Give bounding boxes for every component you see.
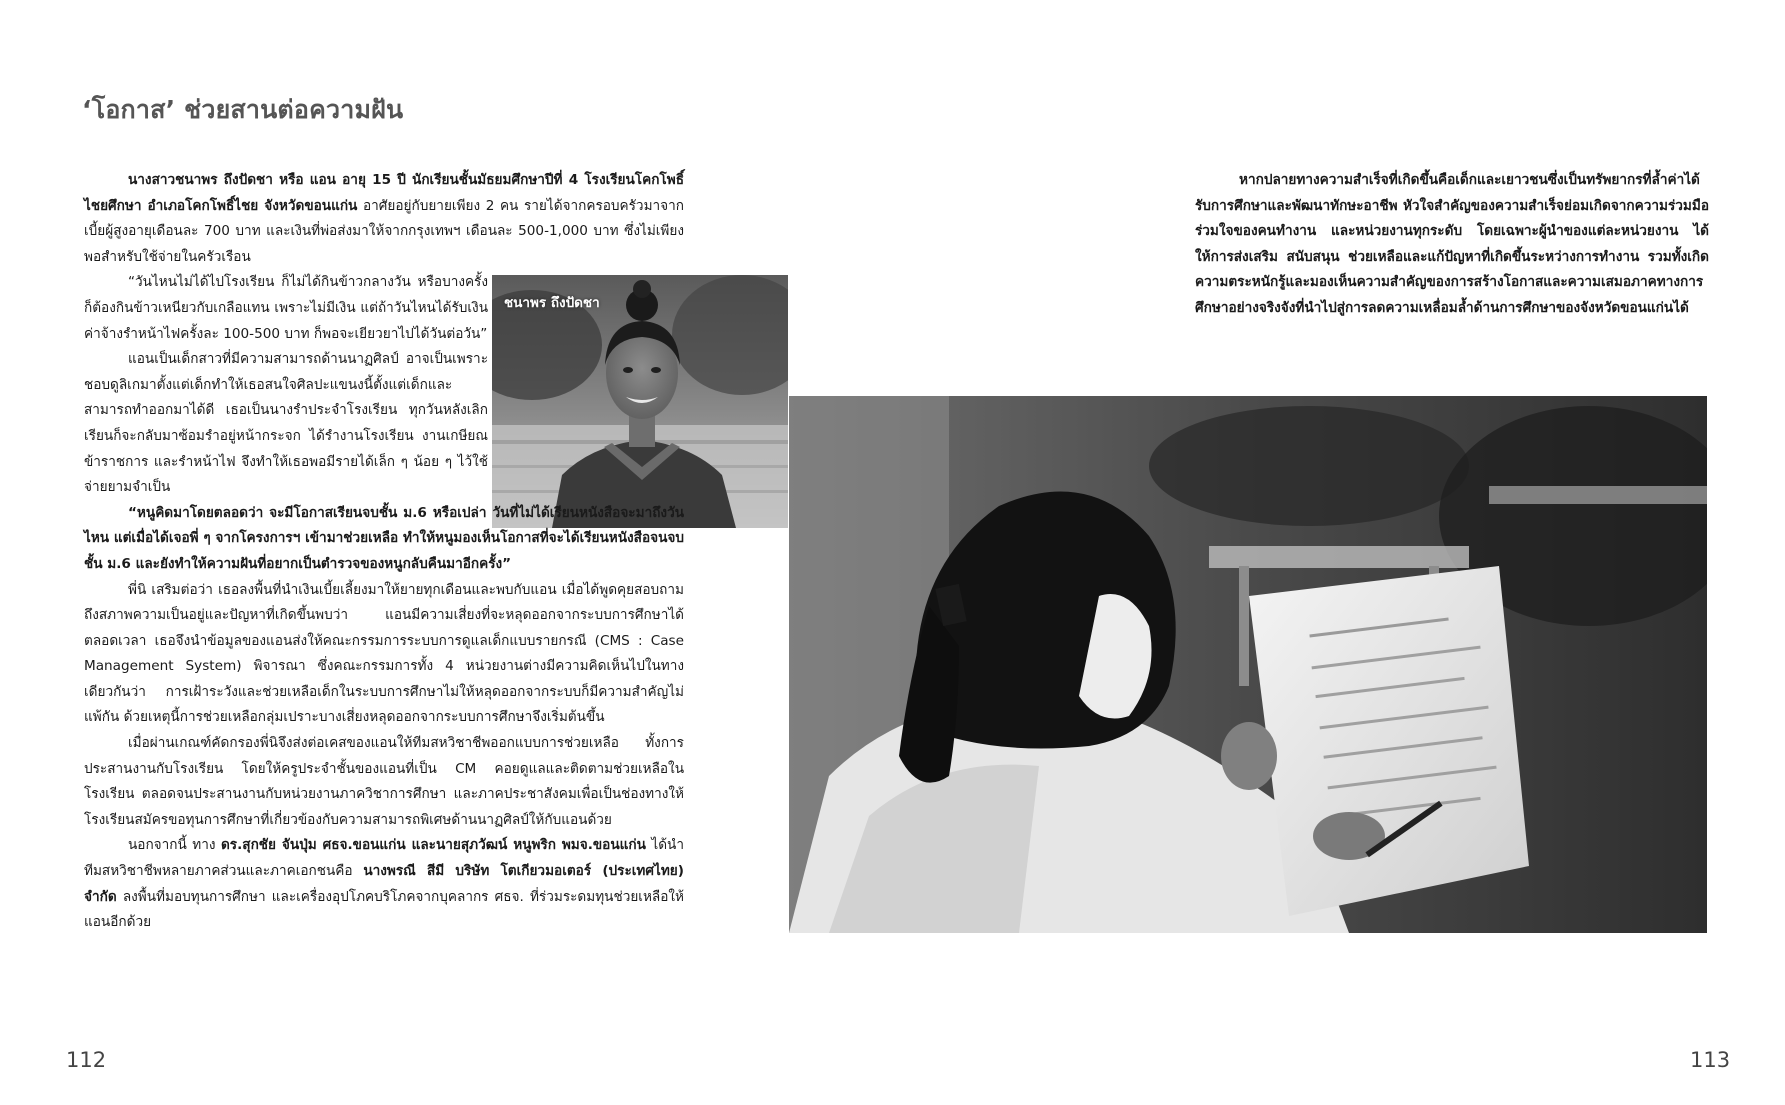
paragraph-quote-daily: “วันไหนไม่ได้ไปโรงเรียน ก็ไม่ได้กินข้าวกลางวัน หรือบางครั้งก็ต้องกินข้าวเหนียวกับเกลือแทน เพราะไม่มีเงิน แต่ถ้าวันไหนได้รับเงินค่าจ้างรำหน้าไฟครั้งละ 100-500 บาท ก็พอจะเยียวยาไปได้วันต่อวัน” bbox=[84, 274, 488, 342]
scholarship-text-c: ได้นำทีมสหวิชาชีพหลายภาคส่วนและภาคเอกชนคือ bbox=[84, 837, 684, 880]
page-number-right: 113 bbox=[1690, 1048, 1731, 1072]
page-title: ‘โอกาส’ ช่วยสานต่อความฝัน bbox=[82, 95, 404, 124]
student-exam-photo bbox=[789, 396, 1707, 933]
paragraph-case-management: พี่นิ เสริมต่อว่า เธอลงพื้นที่นำเงินเบี้ยเลี้ยงมาให้ยายทุกเดือนและพบกับแอน เมื่อได้พูดคุยสอบถามถึงสภาพความเป็นอยู่และปัญหาที่เกิดขึ้นพบว่า แอนมีความเสี่ยงที่จะหลุดออกจากระบบการศึกษาได้ตลอดเวลา เธอจึงนำข้อมูลของแอนส่งให้คณะกรรมการระบบการดูแลเด็กแบบรายกรณี (CMS : Case Management System) พิจารณา ซึ่งคณะกรรมการทั้ง 4 หน่วยงานต่างมีความคิดเห็นไปในทางเดียวกันว่า การเฝ้าระวังและช่วยเหลือเด็กในระบบการศึกษาไม่ให้หลุดออกจากระบบก็มีความสำคัญไม่แพ้กัน ด้วยเหตุนี้การช่วยเหลือกลุ่มเปราะบางเสี่ยงหลุดออกจากระบบการศึกษาจึงเริ่มต้นขึ้น bbox=[84, 581, 684, 726]
right-column-text bbox=[1195, 168, 1709, 322]
paragraph-dance: แอนเป็นเด็กสาวที่มีความสามารถด้านนาฏศิลป์ อาจเป็นเพราะชอบดูลิเกมาตั้งแต่เด็กทำให้เธอสนใจศิลปะแขนงนี้ตั้งแต่เด็กและสามารถทำออกมาได้ดี เธอเป็นนางรำประจำโรงเรียน ทุกวันหลังเลิกเรียนก็จะกลับมาซ้อมรำอยู่หน้ากระจก ได้รำงานโรงเรียน งานเกษียณข้าราชการ และรำหน้าไฟ จึงทำให้เธอพอมีรายได้เล็ก ๆ น้อย ๆ ไว้ใช้จ่ายยามจำเป็น bbox=[84, 351, 488, 496]
scholarship-text-a: นอกจากนี้ ทาง bbox=[128, 837, 221, 854]
intro-bold: นางสาวชนาพร ถึงปัดชา หรือ แอน อายุ 15 ปี นักเรียนชั้นมัธยมศึกษาปีที่ 4 โรงเรียนโคกโพธิ์ไชยศึกษา อำเภอโคกโพธิ์ไชย จังหวัดขอนแก่น bbox=[84, 172, 684, 214]
paragraph-intro bbox=[84, 168, 684, 270]
scholarship-officials: ดร.สุกชัย จันปุ่ม ศธจ.ขอนแก่น และนายสุภวัฒน์ หนูพริก พมจ.ขอนแก่น bbox=[220, 837, 646, 854]
paragraph-conclusion: หากปลายทางความสำเร็จที่เกิดขึ้นคือเด็กและเยาวชนซึ่งเป็นทรัพยากรที่ล้ำค่าได้รับการศึกษาและพัฒนาทักษะอาชีพ หัวใจสำคัญของความสำเร็จย่อมเกิดจากความร่วมมือร่วมใจของคนทำงาน และหน่วยงานทุกระดับ โดยเฉพาะผู้นำของแต่ละหน่วยงาน ได้ให้การส่งเสริม สนับสนุน ช่วยเหลือและแก้ปัญหาที่เกิดขึ้นระหว่างการทำงาน รวมทั้งเกิดความตระหนักรู้และมองเห็นความสำคัญของการสร้างโอกาสและความเสมอภาคทางการศึกษาอย่างจริงจังที่นำไปสู่การลดความเหลื่อมล้ำด้านการศึกษาของจังหวัดขอนแก่นได้ bbox=[1195, 172, 1709, 316]
portrait-caption: ชนาพร ถึงปัดชา bbox=[504, 295, 600, 311]
intro-rest: อาศัยอยู่กับยายเพียง 2 คน รายได้จากครอบครัวมาจากเบี้ยผู้สูงอายุเดือนละ 700 บาท และเงินที่พ่อส่งมาให้จากกรุงเทพฯ เดือนละ 500-1,000 บาท ซึ่งไม่เพียงพอสำหรับใช้จ่ายในครัวเรือน bbox=[84, 197, 684, 265]
student-exam-image bbox=[789, 396, 1707, 933]
page-number-left: 112 bbox=[66, 1048, 107, 1072]
scholarship-text-d: ลงพื้นที่มอบทุนการศึกษา และเครื่องอุปโภคบริโภคจากบุคลากร ศธจ. ที่ร่วมระดมทุนช่วยเหลือให้แอนอีกด้วย bbox=[84, 888, 684, 931]
paragraph-support: เมื่อผ่านเกณฑ์คัดกรองพี่นิจึงส่งต่อเคสของแอนให้ทีมสหวิชาชีพออกแบบการช่วยเหลือ ทั้งการประสานงานกับโรงเรียน โดยให้ครูประจำชั้นของแอนที่เป็น CM คอยดูแลและติดตามช่วยเหลือในโรงเรียน ตลอดจนประสานงานกับหน่วยงานภาควิชาการศึกษา และภาคประชาสังคมเพื่อเป็นช่องทางให้โรงเรียนสมัครขอทุนการศึกษาที่เกี่ยวข้องกับความสามารถพิเศษด้านนาฏศิลป์ให้กับแอนด้วย bbox=[84, 735, 684, 828]
paragraph-scholarship bbox=[84, 833, 684, 935]
scholarship-company: นางพรณี สีมี บริษัท โตเกียวมอเตอร์ (ประเทศไทย) จำกัด bbox=[84, 863, 684, 905]
paragraph-dream-quote: “หนูคิดมาโดยตลอดว่า จะมีโอกาสเรียนจบชั้น ม.6 หรือเปล่า วันที่ไม่ได้เรียนหนังสือจะมาถึงวันไหน แต่เมื่อได้เจอพี่ ๆ จากโครงการฯ เข้ามาช่วยเหลือ ทำให้หนูมองเห็นโอกาสที่จะได้เรียนหนังสือจนจบชั้น ม.6 และยังทำให้ความฝันที่อยากเป็นตำรวจของหนูกลับคืนมาอีกครั้ง” bbox=[84, 504, 684, 572]
left-column-text bbox=[84, 168, 684, 936]
